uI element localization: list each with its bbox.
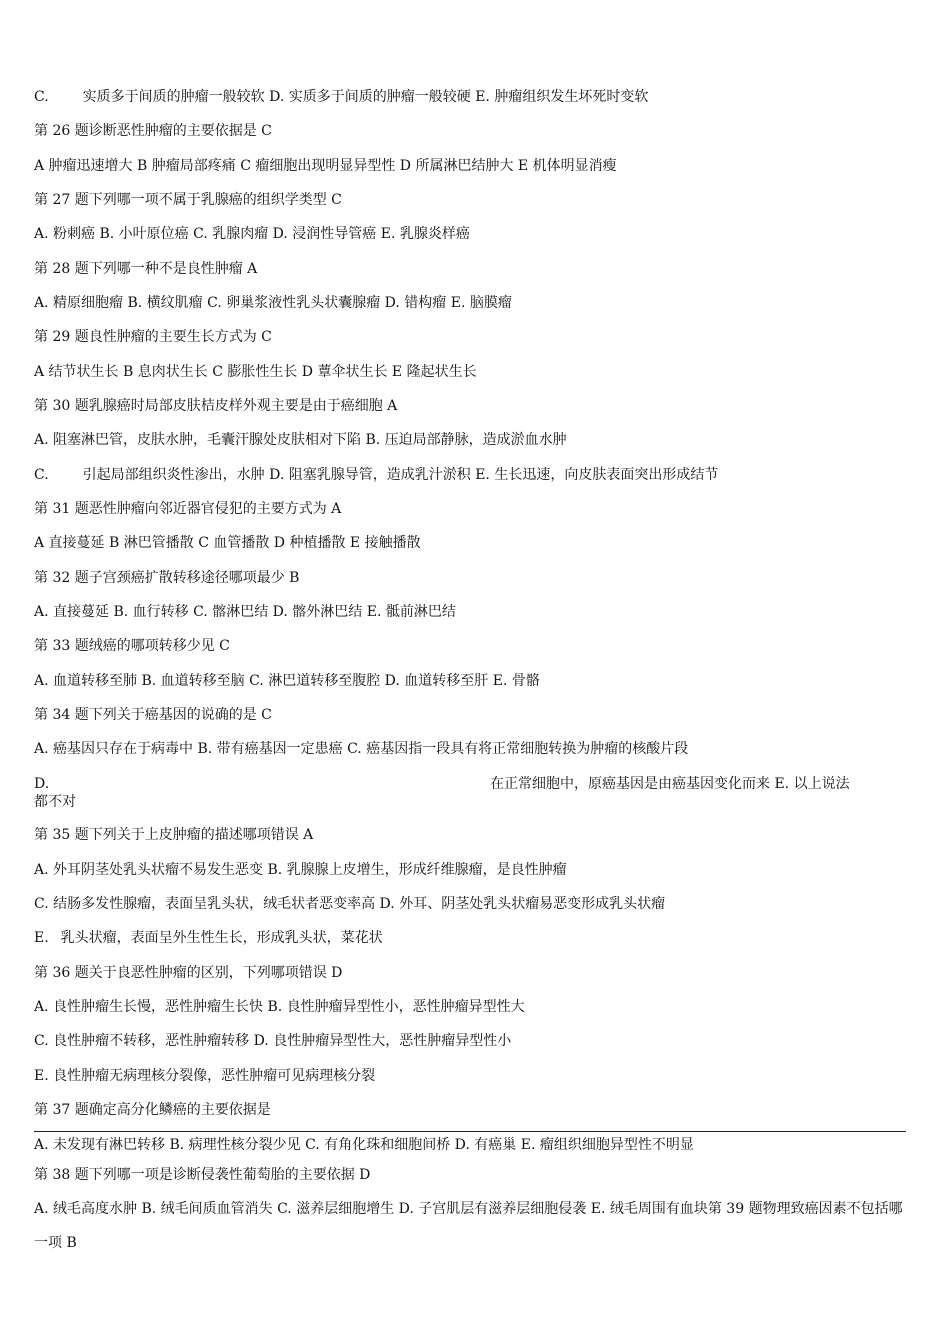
question-35: 第 35 题下列关于上皮肿瘤的描述哪项错误 A (34, 827, 314, 843)
option-label: C. (34, 89, 49, 105)
question-32: 第 32 题子宫颈癌扩散转移途径哪项最少 B (34, 570, 300, 586)
options-32: A. 直接蔓延 B. 血行转移 C. 髂淋巴结 D. 髂外淋巴结 E. 骶前淋巴结 (34, 604, 456, 620)
question-36: 第 36 题关于良恶性肿瘤的区别，下列哪项错误 D (34, 965, 343, 981)
options-31: A 直接蔓延 B 淋巴管播散 C 血管播散 D 种植播散 E 接触播散 (34, 535, 421, 551)
options-36-e: E. 良性肿瘤无病理核分裂像，恶性肿瘤可见病理核分裂 (34, 1068, 376, 1084)
question-26: 第 26 题诊断恶性肿瘤的主要依据是 C (34, 123, 272, 139)
question-37: 第 37 题确定高分化鳞癌的主要依据是 (34, 1102, 271, 1118)
options-26: A 肿瘤迅速增大 B 肿瘤局部疼痛 C 瘤细胞出现明显异型性 D 所属淋巴结肿大 E 机体明显消瘦 (34, 158, 617, 174)
options-37: A. 未发现有淋巴转移 B. 病理性核分裂少见 C. 有角化珠和细胞间桥 D. 有癌巢 E. 瘤组织细胞异型性不明显 (34, 1137, 694, 1153)
option-line-25 (34, 88, 914, 106)
question-28: 第 28 题下列哪一种不是良性肿瘤 A (34, 261, 258, 277)
question-30: 第 30 题乳腺癌时局部皮肤桔皮样外观主要是由于癌细胞 A (34, 398, 398, 414)
options-30-cde (34, 466, 914, 484)
options-35-cd: C. 结肠多发性腺瘤，表面呈乳头状，绒毛状者恶变率高 D. 外耳、阴茎处乳头状瘤易恶变形成乳头状瘤 (34, 896, 666, 912)
option-label: C. (34, 467, 49, 483)
option-text: 在正常细胞中，原癌基因是由癌基因变化而来 E. 以上说法 (490, 776, 850, 792)
question-38: 第 38 题下列哪一项是诊断侵袭性葡萄胎的主要依据 D (34, 1167, 371, 1183)
option-text-continuation: 都不对 (34, 794, 76, 810)
option-label: D. (34, 776, 50, 792)
options-35-ab: A. 外耳阴茎处乳头状瘤不易发生恶变 B. 乳腺腺上皮增生，形成纤维腺瘤，是良性肿瘤 (34, 862, 567, 878)
option-text: 实质多于间质的肿瘤一般较软 D. 实质多于间质的肿瘤一般较硬 E. 肿瘤组织发生坏死时变软 (82, 89, 649, 105)
option-text: 乳头状瘤，表面呈外生性生长，形成乳头状，菜花状 (60, 930, 383, 946)
options-27: A. 粉刺癌 B. 小叶原位癌 C. 乳腺肉瘤 D. 浸润性导管癌 E. 乳腺炎样癌 (34, 226, 470, 242)
option-label: E. (34, 930, 49, 946)
options-34-abc: A. 癌基因只存在于病毒中 B. 带有癌基因一定患癌 C. 癌基因指一段具有将正常细胞转换为肿瘤的核酸片段 (34, 741, 689, 757)
options-30-ab: A. 阻塞淋巴管，皮肤水肿，毛囊汗腺处皮肤相对下陷 B. 压迫局部静脉，造成淤血水肿 (34, 432, 567, 448)
question-29: 第 29 题良性肿瘤的主要生长方式为 C (34, 329, 272, 345)
options-36-ab: A. 良性肿瘤生长慢，恶性肿瘤生长快 B. 良性肿瘤异型性小，恶性肿瘤异型性大 (34, 999, 525, 1015)
option-text: 引起局部组织炎性渗出，水肿 D. 阻塞乳腺导管，造成乳汁淤积 E. 生长迅速，向皮肤表面突出形成结节 (82, 467, 719, 483)
options-36-cd: C. 良性肿瘤不转移，恶性肿瘤转移 D. 良性肿瘤异型性大，恶性肿瘤异型性小 (34, 1033, 512, 1049)
question-27: 第 27 题下列哪一项不属于乳腺癌的组织学类型 C (34, 192, 342, 208)
answer-blank-rule (34, 1131, 906, 1132)
options-33: A. 血道转移至肺 B. 血道转移至脑 C. 淋巴道转移至腹腔 D. 血道转移至肝 E. 骨骼 (34, 673, 540, 689)
options-38-and-question-39: A. 绒毛高度水肿 B. 绒毛间质血管消失 C. 滋养层细胞增生 D. 子宫肌层有滋养层细胞侵袭 E. 绒毛周围有血块第 39 题物理致癌因素不包括哪一项 B (34, 1201, 903, 1251)
question-34: 第 34 题下列关于癌基因的说确的是 C (34, 707, 272, 723)
options-35-e (34, 929, 914, 947)
options-28: A. 精原细胞瘤 B. 横纹肌瘤 C. 卵巢浆液性乳头状囊腺瘤 D. 错构瘤 E. 脑膜瘤 (34, 295, 512, 311)
question-31: 第 31 题恶性肿瘤向邻近器官侵犯的主要方式为 A (34, 501, 342, 517)
options-29: A 结节状生长 B 息肉状生长 C 膨胀性生长 D 蕈伞状生长 E 隆起状生长 (34, 364, 477, 380)
question-33: 第 33 题绒癌的哪项转移少见 C (34, 638, 230, 654)
